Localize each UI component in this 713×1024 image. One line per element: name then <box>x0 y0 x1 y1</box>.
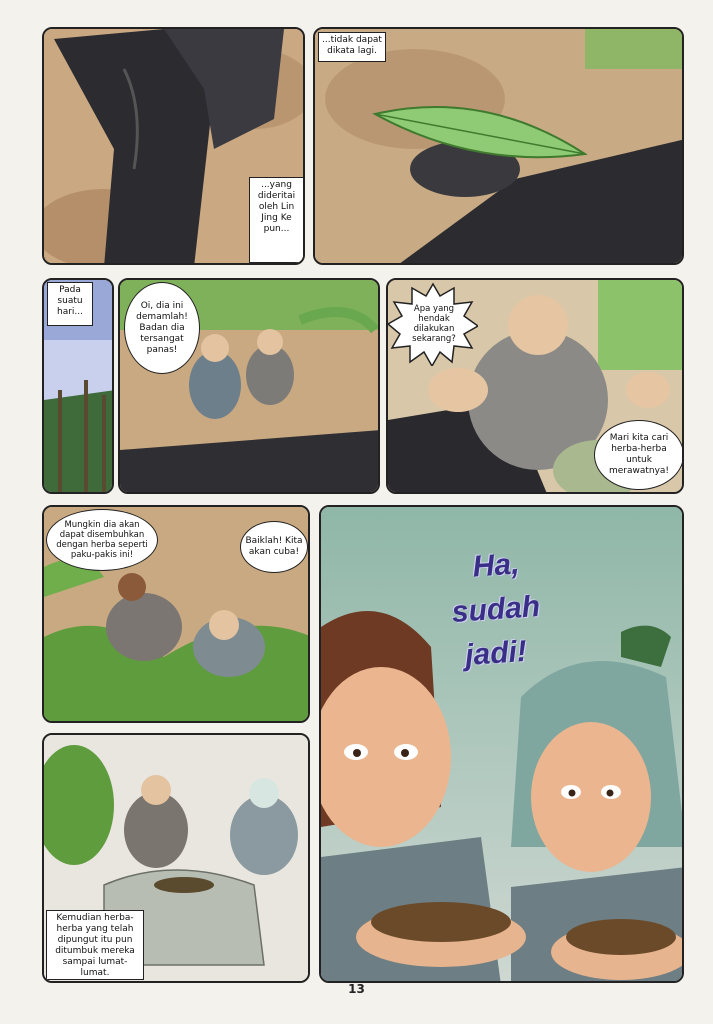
panel-2-art <box>315 29 684 265</box>
page-number: 13 <box>348 982 365 996</box>
caption-box: ...tidak dapat dikata lagi. <box>318 32 386 62</box>
exclamation-text-line-1: Ha, <box>471 547 521 584</box>
speech-bubble: Mari kita cari herba-herba untuk merawatnya! <box>594 420 684 490</box>
speech-bubble: Baiklah! Kita akan cuba! <box>240 521 308 573</box>
exclamation-text-line-2: sudah <box>450 589 542 630</box>
speech-bubble: Mungkin dia akan dapat disembuhkan dengan herba seperti paku-pakis ini! <box>46 509 158 571</box>
exclamation-text-line-3: jadi! <box>464 634 528 673</box>
caption-box: ...yang dideritai oleh Lin Jing Ke pun... <box>249 177 304 263</box>
panel-5 <box>386 278 684 494</box>
caption-box: Pada suatu hari... <box>47 282 93 326</box>
panel-8 <box>319 505 684 983</box>
speech-bubble: Oi, dia ini demamlah! Badan dia tersangat panas! <box>124 282 200 374</box>
panel-6 <box>42 505 310 723</box>
panel-4 <box>118 278 380 494</box>
panel-3 <box>42 278 114 494</box>
shout-bubble: Apa yang hendak dilakukan sekarang? <box>412 304 456 344</box>
panel-7 <box>42 733 310 983</box>
panel-2 <box>313 27 684 265</box>
panel-1 <box>42 27 305 265</box>
caption-box: Kemudian herba-herba yang telah dipungut itu pun ditumbuk mereka sampai lumat-lumat. <box>46 910 144 980</box>
